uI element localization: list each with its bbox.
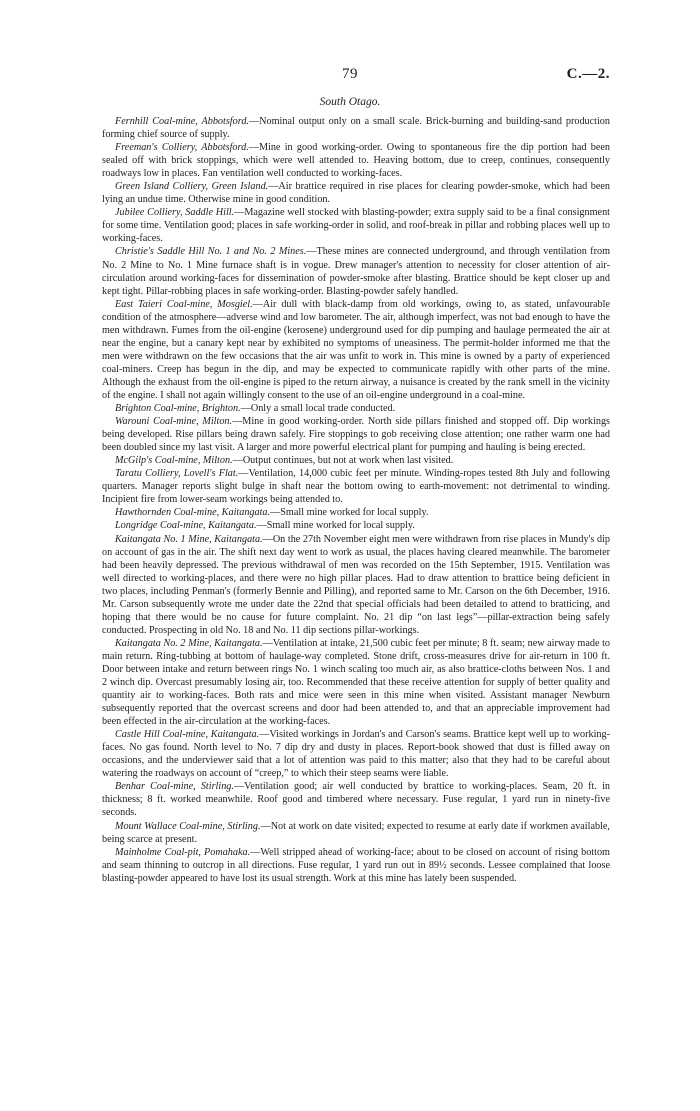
entry-text: —Visited workings in Jordan's and Carson's seams. Brattice kept well up to working-faces. No gas found. North level to No. 7 dip dry and dusty in places. Report-book showed that dust is filled away on occasions, and the underviewer said that a lot of attention was paid to this matter; also that they had to be careful about watering the roadways on account of “creep,” to which their steep seams were liable. xyxy=(102,729,610,780)
entry-jubilee xyxy=(102,206,610,245)
mine-reports xyxy=(102,115,610,885)
entry-text: —Magazine well stocked with blasting-powder; extra supply said to be a final consignment for some time. Ventilation good; places in safe working-order in solid, and roof-break in pillar and robbing places well up to working-faces. xyxy=(102,207,610,245)
entry-text: —These mines are connected underground, and through ventilation from No. 2 Mine to No. 1 Mine furnace shaft is in vogue. Drew manager's attention to necessity for closer attention of air-circulation around working-faces for dissemination of powder-smoke after blasting. Brattice should be kept closer up and kept tight. Pillar-robbing places in safe working-order. Blasting-powder safely handled. xyxy=(102,246,610,297)
entry-title: Castle Hill Coal-mine, Kaitangata. xyxy=(115,729,260,741)
entry-title: Brighton Coal-mine, Brighton. xyxy=(115,403,241,415)
entry-text: —Output continues, but not at work when last visited. xyxy=(232,455,454,467)
entry-title: Mainholme Coal-pit, Pomahaka. xyxy=(115,846,251,858)
entry-fernhill xyxy=(102,115,610,141)
entry-title: Warouni Coal-mine, Milton. xyxy=(115,416,233,428)
entry-title: Freeman's Colliery, Abbotsford. xyxy=(115,142,249,154)
entry-mcgilps xyxy=(102,454,610,467)
entry-mainholme xyxy=(102,846,610,885)
entry-title: Longridge Coal-mine, Kaitangata. xyxy=(115,520,257,532)
entry-freemans xyxy=(102,141,610,180)
entry-green-island xyxy=(102,180,610,206)
entry-title: Benhar Coal-mine, Stirling. xyxy=(115,781,234,793)
entry-text: —Ventilation, 14,000 cubic feet per minute. Winding-ropes tested 8th July and following quarters. Manager reports slight bulge in shaft near the bottom owing to earth-movement: not detrimental to winding. Incipient fire from lower-seam workings being attended to. xyxy=(102,468,610,506)
page-number: 79 xyxy=(342,66,358,82)
entry-title: Hawthornden Coal-mine, Kaitangata. xyxy=(115,507,271,519)
entry-title: Fernhill Coal-mine, Abbotsford. xyxy=(115,116,249,127)
entry-text: —Not at work on date visited; expected to resume at early date if workmen available, being scarce at present. xyxy=(102,820,610,845)
entry-text: —Small mine worked for local supply. xyxy=(256,520,415,532)
entry-christies xyxy=(102,245,610,297)
entry-mount-wallace xyxy=(102,820,610,846)
entry-text: —Air brattice required in rise places for clearing powder-smoke, which had been lying an undue time. Otherwise mine in good condition. xyxy=(102,181,610,206)
entry-title: Christie's Saddle Hill No. 1 and No. 2 Mines. xyxy=(115,246,307,258)
entry-title: Mount Wallace Coal-mine, Stirling. xyxy=(115,820,261,832)
entry-text: —Nominal output only on a small scale. Brick-burning and building-sand production forming chief source of supply. xyxy=(102,116,610,141)
entry-hawthornden xyxy=(102,506,610,519)
entry-castle-hill xyxy=(102,728,610,780)
entry-text: —Mine in good working-order. Owing to spontaneous fire the dip portion had been sealed off with brick stoppings, which were well attended to. Heaving bottom, due to creep, continues, consequently roadways low in places. Fan ventilation well conducted to working-faces. xyxy=(102,142,610,180)
entry-title: McGilp's Coal-mine, Milton. xyxy=(115,455,233,467)
entry-brighton xyxy=(102,402,610,415)
page-reference: C.—2. xyxy=(566,66,610,82)
entry-text: —Air dull with black-damp from old workings, owing to, as stated, unfavourable condition of the atmosphere—adverse wind and low barometer. The air, although imperfect, was not bad enough to have the men withdrawn. Fumes from the oil-engine (kerosene) underground used for dip pumping and haulage permeated the air at near the engine, but a canary kept near by exhibited no symptoms of uneasiness. The permit-holder informed me that the men were withdrawn on the few occasions that the air was unfit to work in. This mine is owned by a party of experienced coal-miners. Creep has begun in the dip, and may be expected to communicate rapidly with other parts of the mine. Although the exhaust from the oil-engine is piped to the return airway, a nuisance is created by the rank smell in the vicinity of the engine. I shall not again willingly consent to the use of an oil-engine underground in a coal-mine. xyxy=(102,298,610,401)
entry-taratu xyxy=(102,467,610,506)
entry-title: Kaitangata No. 1 Mine, Kaitangata. xyxy=(115,533,263,545)
section-heading: South Otago. xyxy=(319,96,381,108)
entry-kaitangata-1 xyxy=(102,533,610,637)
entry-text: —Mine in good working-order. North side pillars finished and stopped off. Dip workings being developed. Rise pillars being drawn safely. Fire stoppings to gob receiving close attention; one rather warm one had been doubled since my last visit. A larger and more powerful electrical plant for pumping and hauling is being erected. xyxy=(102,416,610,454)
entry-title: Green Island Colliery, Green Island. xyxy=(115,181,269,193)
entry-benhar xyxy=(102,780,610,819)
entry-east-taieri xyxy=(102,298,610,402)
entry-text: —Small mine worked for local supply. xyxy=(270,507,429,519)
entry-longridge xyxy=(102,519,610,532)
entry-text: —Ventilation good; air well conducted by brattice to working-places. Seam, 20 ft. in thickness; 8 ft. worked meanwhile. Roof good and timbered where necessary. Fuse regular, 1 yard run in ninety-five seconds. xyxy=(102,781,610,819)
entry-text: —On the 27th November eight men were withdrawn from rise places in Mundy's dip on account of gas in the air. The shift next day went to work as usual, the places having cleared meanwhile. The barometer had been heavily depressed. The previous withdrawal of men was recorded on the 15th September, 1915. Ventilation was well directed to working-places, and there were no high pillar places. Had to draw attention to brattice being deficient in two places, including Penman's (formerly Bennie and Pilling), and reported same to Mr. Carson on the 6th December, 1916. Mr. Carson subsequently wrote me under date the 22nd that special officials had been detailed to attend to bratticing, and hoping that there would be no cause for future complaint. No. 21 dip “on last legs”—pillar-extraction being safely conducted. Prospecting in old No. 18 and No. 11 dip sections pillar-workings. xyxy=(102,533,610,636)
entry-kaitangata-2 xyxy=(102,637,610,728)
entry-title: East Taieri Coal-mine, Mosgiel. xyxy=(115,298,253,310)
entry-title: Taratu Colliery, Lovell's Flat. xyxy=(115,468,239,480)
entry-text: —Only a small local trade conducted. xyxy=(240,403,396,415)
entry-title: Jubilee Colliery, Saddle Hill. xyxy=(115,207,235,219)
entry-text: —Ventilation at intake, 21,500 cubic feet per minute; 8 ft. seam; new airway made to main return. Ring-tubbing at bottom of haulage-way completed. Stone drift, cross-measures drive for air-return in 100 ft. Door between intake and return between rings No. 1 winch scaling too much air, as also brattice-cloths between Nos. 1 and 2 winch dip. Overcast presumably losing air, too. Recommended that these receive attention for supply of better quality and quantity air to working-faces. Both rats and mice were seen in this mine when visited. Assistant manager Newburn subsequently reported that the overcast screens and door had been attended to, and that an appreciable improvement had been effected in the air-circulation at the working-faces. xyxy=(102,637,610,728)
entry-warouni xyxy=(102,415,610,454)
entry-title: Kaitangata No. 2 Mine, Kaitangata. xyxy=(115,637,263,649)
entry-text: —Well stripped ahead of working-face; about to be closed on account of rising bottom and seam thinning to outcrop in all directions. Fuse regular, 1 yard run out in 89½ seconds. Lessee complained that loose blasting-powder appeared to have lost its usual strength. Work at this mine has lately been suspended. xyxy=(102,846,610,884)
